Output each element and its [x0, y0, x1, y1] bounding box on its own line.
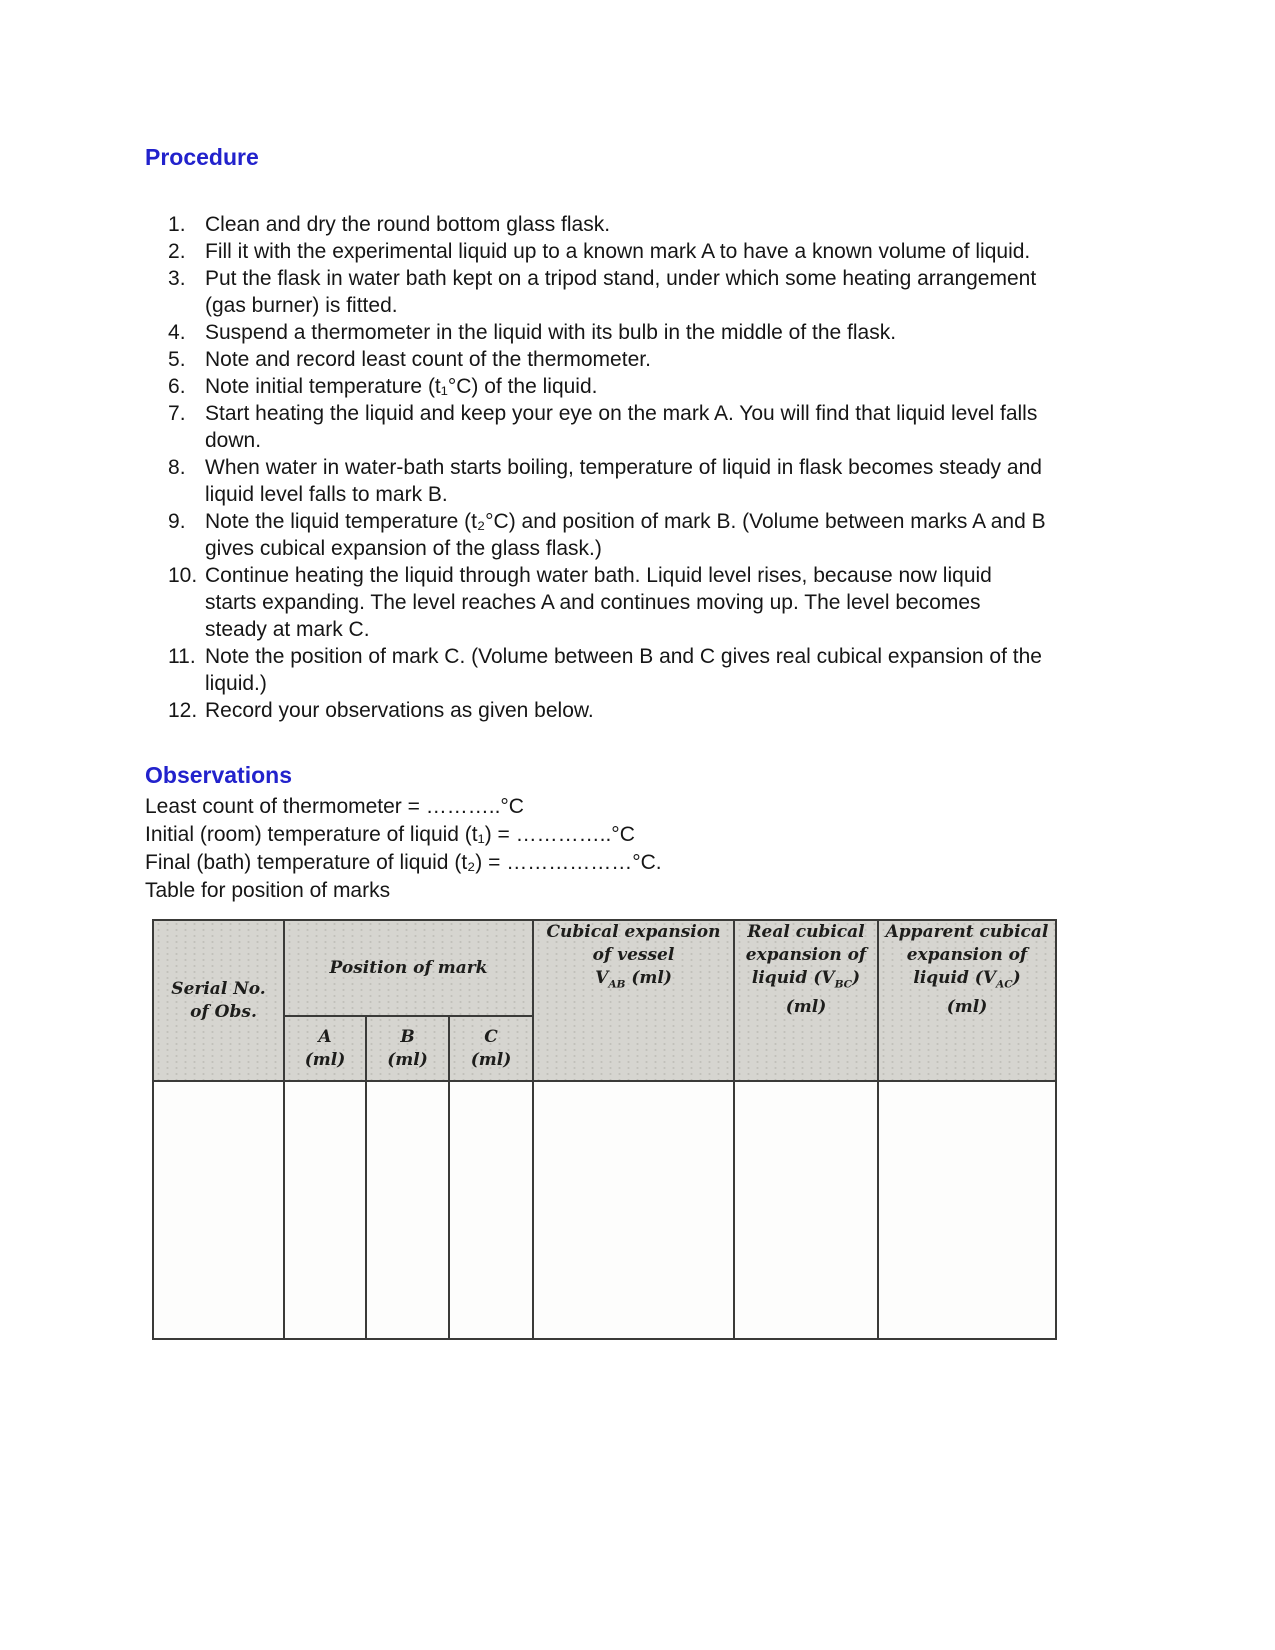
observation-line-final-temperature: Final (bath) temperature of liquid (t₂) = ………………°C. — [145, 851, 662, 874]
procedure-step: When water in water-bath starts boiling, temperature of liquid in flask becomes steady and liquid level falls to mark B. — [205, 456, 1042, 506]
empty-cell-cubical-expansion — [533, 1081, 734, 1339]
col-header-real-cubical-expansion — [734, 920, 878, 1081]
observation-lines — [145, 793, 1155, 905]
procedure-step: Continue heating the liquid through water bath. Liquid level rises, because now liquid starts expanding. The level reaches A and continues moving up. The level becomes steady at mark C. — [205, 564, 992, 641]
col-header-cubical-expansion — [533, 920, 734, 1081]
procedure-step: Clean and dry the round bottom glass flask. — [205, 213, 611, 236]
empty-cell-apparent-expansion — [878, 1081, 1056, 1339]
empty-cell-mark-c — [449, 1081, 533, 1339]
observation-line-initial-temperature: Initial (room) temperature of liquid (t₁) = …………..°C — [145, 823, 635, 846]
col-header-position-of-mark: Position of mark — [284, 920, 533, 1016]
procedure-step: Note and record least count of the thermometer. — [205, 348, 651, 371]
cubical-header-symbol: $V_{AB}$ (ml) — [595, 968, 672, 991]
col-header-apparent-cubical-expansion — [878, 920, 1056, 1081]
procedure-step: Record your observations as given below. — [205, 699, 594, 722]
marks-table — [152, 919, 1057, 1340]
col-header-mark-b: B (ml) — [366, 1016, 449, 1081]
cubical-header-line1: Cubical expansion — [546, 922, 721, 942]
apparent-header-line1: Apparent cubical — [885, 922, 1049, 942]
procedure-step: Note initial temperature (t₁°C) of the liquid. — [205, 375, 598, 398]
empty-cell-real-expansion — [734, 1081, 878, 1339]
col-header-mark-c: C (ml) — [449, 1016, 533, 1081]
real-header-symbol: liquid $(V_{BC})$ — [751, 968, 861, 991]
procedure-list — [168, 211, 1048, 724]
observation-line-least-count: Least count of thermometer = ………..°C — [145, 795, 524, 818]
apparent-header-unit: (ml) — [946, 997, 988, 1018]
table-caption: Table for position of marks — [145, 879, 391, 902]
procedure-step: Suspend a thermometer in the liquid with its bulb in the middle of the flask. — [205, 321, 897, 344]
procedure-step: Start heating the liquid and keep your eye on the mark A. You will find that liquid level falls down. — [205, 402, 1038, 452]
empty-cell-serial — [153, 1081, 284, 1339]
real-header-unit: (ml) — [785, 997, 827, 1018]
marks-table-wrapper — [152, 919, 1155, 1340]
apparent-header-line2: expansion of — [906, 945, 1028, 965]
serial-header-line1: Serial No. — [171, 978, 266, 999]
procedure-step: Note the position of mark C. (Volume between B and C gives real cubical expansion of the liquid.) — [205, 645, 1042, 695]
real-header-line1: Real cubical — [747, 922, 865, 942]
observations-heading: Observations — [145, 762, 292, 788]
procedure-heading: Procedure — [145, 144, 259, 170]
procedure-step: Put the flask in water bath kept on a tripod stand, under which some heating arrangement (gas burner) is fitted. — [205, 267, 1037, 317]
procedure-step: Note the liquid temperature (t₂°C) and position of mark B. (Volume between marks A and B gives cubical expansion of the glass flask.) — [205, 510, 1046, 560]
serial-header-line2: of Obs. — [190, 1001, 257, 1022]
cubical-header-line2: of vessel — [592, 945, 675, 965]
apparent-header-symbol: liquid $(V_{AC})$ — [913, 968, 1021, 991]
empty-cell-mark-a — [284, 1081, 366, 1339]
col-header-mark-a: A (ml) — [284, 1016, 366, 1081]
observations-section — [145, 761, 1155, 905]
procedure-step: Fill it with the experimental liquid up to a known mark A to have a known volume of liquid. — [205, 240, 1031, 263]
real-header-line2: expansion of — [745, 945, 867, 965]
empty-cell-mark-b — [366, 1081, 449, 1339]
col-header-serial-no — [153, 920, 284, 1081]
table-row — [153, 1081, 1056, 1339]
